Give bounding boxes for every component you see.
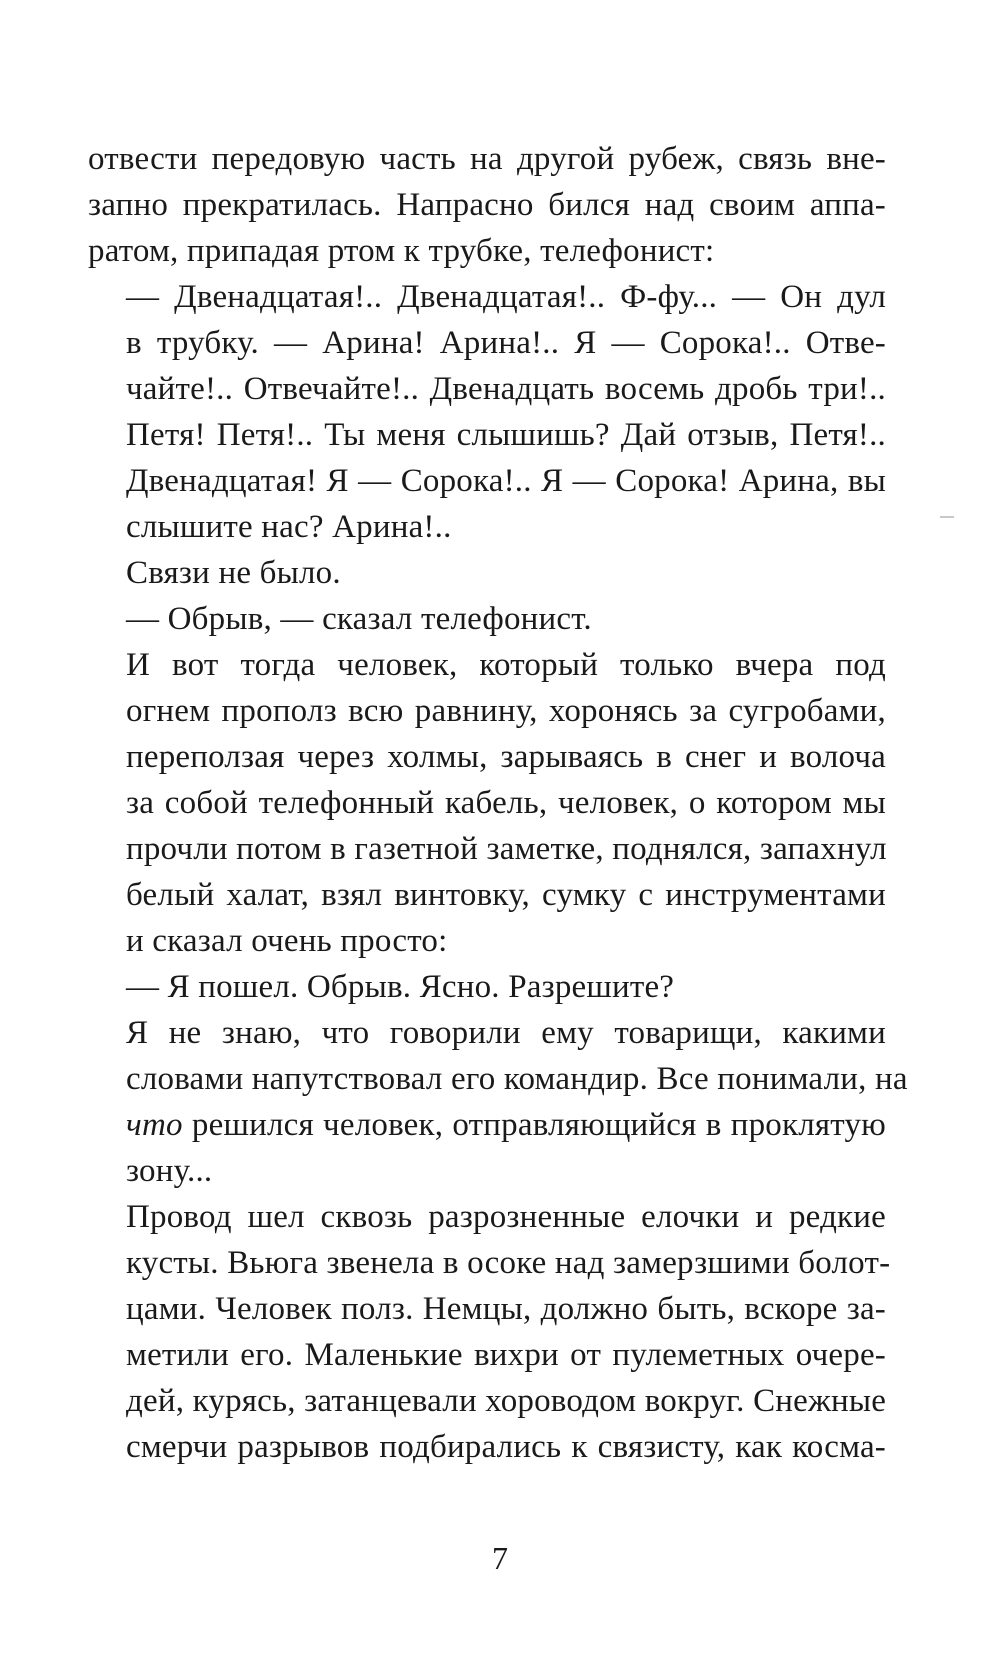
text-line: чайте!.. Отвечайте!.. Двенадцать восемь дробь три!..	[126, 371, 886, 407]
text-line: огнем прополз всю равнину, хоронясь за сугробами,	[126, 693, 886, 729]
text-line: Провод шел сквозь разрозненные елочки и редкие	[126, 1199, 886, 1235]
paragraph-6	[88, 964, 886, 1010]
text-line: кусты. Вьюга звенела в осоке над замерзшими болот-	[126, 1245, 891, 1281]
text-line: зону...	[126, 1153, 213, 1189]
paragraph-5	[88, 642, 886, 964]
paragraph-4	[88, 596, 886, 642]
text-line: переползая через холмы, зарываясь в снег и волоча	[126, 739, 886, 775]
text-line: метили его. Маленькие вихри от пулеметных очере-	[126, 1337, 886, 1373]
text-line: за собой телефонный кабель, человек, о котором мы	[126, 785, 886, 821]
text-line: — Двенадцатая!.. Двенадцатая!.. Ф-фу... — Он дул	[126, 279, 886, 315]
text-line-with-italic	[88, 1102, 886, 1148]
paragraph-1	[88, 136, 886, 274]
page-body-text	[88, 136, 908, 1470]
text-line: Двенадцатая! Я — Сорока!.. Я — Сорока! Арина, вы	[126, 463, 886, 499]
paragraph-8	[88, 1194, 891, 1470]
text-fragment: решился человек, отправляющийся в проклятую	[191, 1107, 887, 1143]
text-line: Я не знаю, что говорили ему товарищи, какими	[126, 1015, 886, 1051]
text-line: белый халат, взял винтовку, сумку с инструментами	[126, 877, 886, 913]
text-line: словами напутствовал его командир. Все понимали, на	[126, 1061, 908, 1097]
text-line: прочли потом в газетной заметке, поднялся, запахнул	[126, 831, 887, 867]
page-number: 7	[492, 1540, 508, 1576]
text-line: запно прекратилась. Напрасно бился над своим аппа-	[88, 187, 886, 223]
text-line: — Обрыв, — сказал телефонист.	[126, 601, 592, 637]
text-line: смерчи разрывов подбирались к связисту, как косма-	[126, 1429, 886, 1465]
text-line: цами. Человек полз. Немцы, должно быть, вскоре за-	[126, 1291, 886, 1327]
paragraph-7	[88, 1010, 908, 1194]
text-line: — Я пошел. Обрыв. Ясно. Разрешите?	[126, 969, 675, 1005]
paragraph-3	[88, 550, 886, 596]
text-line: ратом, припадая ртом к трубке, телефонист:	[88, 233, 715, 269]
text-line: в трубку. — Арина! Арина!.. Я — Сорока!.. Отве-	[126, 325, 886, 361]
text-line: Петя! Петя!.. Ты меня слышишь? Дай отзыв, Петя!..	[126, 417, 886, 453]
paragraph-2	[88, 274, 886, 550]
text-line: дей, курясь, затанцевали хороводом вокруг. Снежные	[126, 1383, 887, 1419]
text-line: отвести передовую часть на другой рубеж, связь вне-	[88, 141, 886, 177]
text-line: и сказал очень просто:	[126, 923, 448, 959]
text-line: Связи не было.	[126, 555, 341, 591]
text-line: слышите нас? Арина!..	[126, 509, 452, 545]
text-line: И вот тогда человек, который только вчера под	[126, 647, 886, 683]
margin-mark	[940, 516, 954, 518]
italic-word: что	[126, 1107, 183, 1143]
